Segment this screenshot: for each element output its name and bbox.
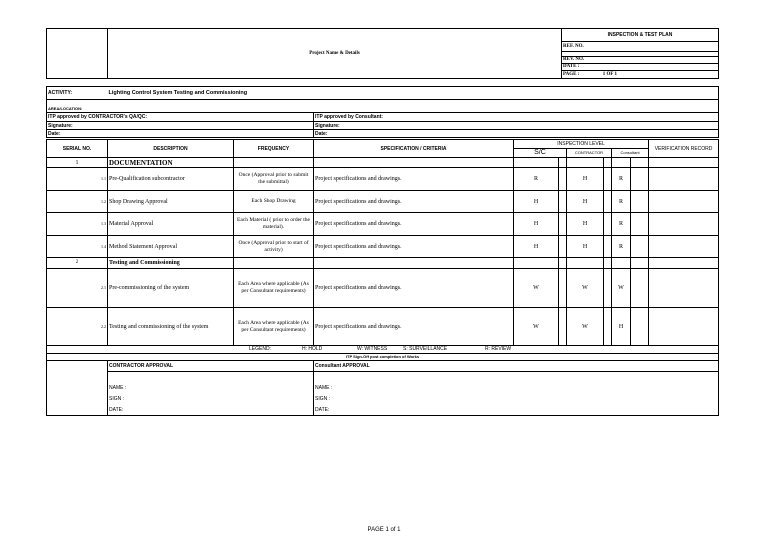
item-sc: H <box>514 236 559 258</box>
section-row <box>47 258 719 269</box>
item-contractor: H <box>567 213 604 236</box>
item-sc: R <box>514 168 559 191</box>
item-consultant: R <box>612 236 631 258</box>
item-frequency: Each Area where applicable (As per Consultant requirements) <box>234 308 314 346</box>
project-name: Project Name & Details <box>108 29 562 79</box>
legend-witness: W: WITNESS <box>357 346 388 352</box>
header-table <box>46 28 719 79</box>
item-no: 1.4 <box>47 236 108 258</box>
plan-title: INSPECTION & TEST PLAN <box>562 29 719 42</box>
item-description: Method Statement Approval <box>108 236 234 258</box>
logo-cell <box>47 29 108 79</box>
contractor-sign: SIGN : <box>108 394 314 405</box>
col-frequency: FREQUENCY <box>234 140 314 158</box>
activity-value: Lighting Control System Testing and Commissioning <box>108 87 719 100</box>
consultant-sign: SIGN : <box>314 394 719 405</box>
item-frequency: Each Area where applicable (As per Consultant requirements) <box>234 269 314 308</box>
col-consultant: Consultant <box>612 149 649 158</box>
contractor-approval-label: ITP approved by CONTRACTOR's QA/QC: <box>47 113 314 122</box>
consultant-name: NAME : <box>314 383 719 394</box>
item-contractor: H <box>567 236 604 258</box>
contractor-name: NAME : <box>108 383 314 394</box>
legend-surveillance: S: SURVEILLANCE <box>403 346 448 352</box>
col-contractor: CONTRACTOR <box>567 149 612 158</box>
signoff-title: ITP Sign-Off post completion of Works <box>47 354 719 361</box>
item-description: Testing and commissioning of the system <box>108 308 234 346</box>
item-description: Pre-commissioning of the system <box>108 269 234 308</box>
item-no: 2.2 <box>47 308 108 346</box>
signoff-table <box>46 345 719 416</box>
item-frequency: Once (Approval prior to start of activity) <box>234 236 314 258</box>
item-no: 1.2 <box>47 191 108 213</box>
contractor-approval-title: CONTRACTOR APPROVAL <box>108 361 314 372</box>
item-contractor: W <box>567 269 604 308</box>
signoff-spacer <box>47 361 108 416</box>
item-no: 1.1 <box>47 168 108 191</box>
col-sc: S/C <box>514 149 567 158</box>
item-description: Material Approval <box>108 213 234 236</box>
consultant-approval-title: Consultant APPROVAL <box>314 361 719 372</box>
item-frequency: Each Shop Drawing <box>234 191 314 213</box>
col-spec: SPECIFICATION / CRITERIA <box>314 140 514 158</box>
ref-no: REF. NO. <box>562 42 719 52</box>
contractor-signature: Signature: <box>47 122 314 130</box>
page-footer: PAGE 1 of 1 <box>367 527 401 533</box>
item-sc: W <box>514 308 559 346</box>
section-no: 1 <box>47 158 108 168</box>
item-spec: Project specifications and drawings. <box>314 269 514 308</box>
item-consultant: R <box>612 168 631 191</box>
item-consultant: H <box>612 308 631 346</box>
area-label: AREA/LOCATION: <box>47 100 719 113</box>
item-frequency: Once (Approval prior to submit the submittal) <box>234 168 314 191</box>
table-row <box>47 191 719 213</box>
rev-no: REV. NO. <box>562 57 719 64</box>
col-verification: VERIFICATION RECORD <box>649 140 719 158</box>
item-no: 1.3 <box>47 213 108 236</box>
header-date: DATE : <box>562 64 719 71</box>
col-serial: SERIAL NO. <box>47 140 108 158</box>
activity-label: ACTIVITY: <box>47 87 108 100</box>
section-row <box>47 158 719 168</box>
legend-label: LEGEND: <box>249 346 271 352</box>
table-row <box>47 308 719 346</box>
section-no: 2 <box>47 258 108 269</box>
item-description: Pre-Qualification subcontractor <box>108 168 234 191</box>
item-contractor: W <box>567 308 604 346</box>
consultant-date: Date: <box>314 130 719 138</box>
activity-table <box>46 86 719 138</box>
item-sc: H <box>514 191 559 213</box>
consultant-signature: Signature: <box>314 122 719 130</box>
legend <box>47 346 719 354</box>
item-consultant: W <box>612 269 631 308</box>
table-row <box>47 236 719 258</box>
table-row <box>47 168 719 191</box>
consultant-approval-label: ITP approved by Consultant: <box>314 113 719 122</box>
item-no: 2.1 <box>47 269 108 308</box>
legend-review: R: REVIEW <box>485 346 512 352</box>
item-spec: Project specifications and drawings. <box>314 213 514 236</box>
item-spec: Project specifications and drawings. <box>314 168 514 191</box>
item-sc: W <box>514 269 559 308</box>
item-spec: Project specifications and drawings. <box>314 236 514 258</box>
legend-hold: H: HOLD <box>302 346 323 352</box>
item-frequency: Each Material ( prior to order the material). <box>234 213 314 236</box>
section-title: Testing and Commissioning <box>108 258 234 269</box>
col-description: DESCRIPTION <box>108 140 234 158</box>
contractor-signoff-date: DATE: <box>108 405 314 416</box>
col-inspection-level: INSPECTION LEVEL <box>514 140 649 149</box>
section-title: DOCUMENTATION <box>108 158 234 168</box>
item-consultant: R <box>612 191 631 213</box>
item-spec: Project specifications and drawings. <box>314 191 514 213</box>
item-contractor: H <box>567 191 604 213</box>
consultant-signoff-date: DATE: <box>314 405 719 416</box>
item-sc: H <box>514 213 559 236</box>
item-spec: Project specifications and drawings. <box>314 308 514 346</box>
item-consultant: R <box>612 213 631 236</box>
itp-table <box>46 139 719 346</box>
item-description: Shop Drawing Approval <box>108 191 234 213</box>
contractor-date: Date: <box>47 130 314 138</box>
item-contractor: H <box>567 168 604 191</box>
table-row <box>47 213 719 236</box>
table-row <box>47 269 719 308</box>
page-indicator: PAGE : 1 OF 1 <box>562 71 719 79</box>
